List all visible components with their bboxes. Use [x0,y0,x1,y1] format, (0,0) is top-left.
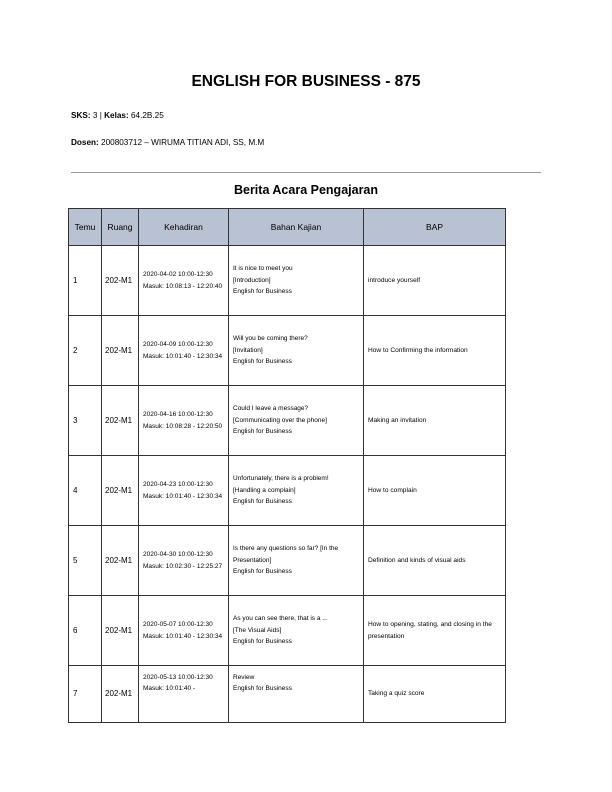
cell-bap: How to Confirming the information [364,316,506,386]
cell-ruang: 202-M1 [102,526,139,596]
topic-title: Could I leave a message? [233,405,309,413]
schedule-time: 2020-04-16 10:00-12:30 [143,411,213,419]
lecturer-line [71,138,264,147]
cell-ruang: 202-M1 [102,596,139,666]
kelas-value: 64.2B.25 [130,111,164,120]
cell-bahan-kajian [229,666,364,723]
cell-bahan-kajian [229,386,364,456]
kelas-label: Kelas: [104,111,129,120]
topic-title: As you can see there, that is a ... [233,615,328,623]
topic-course: English for Business [233,685,292,693]
cell-kehadiran [139,596,229,666]
cell-kehadiran [139,386,229,456]
cell-bap: Making an invitation [364,386,506,456]
topic-subtitle: [Communicating over the phone] [233,416,327,424]
cell-temu: 4 [69,456,102,526]
attendance-time: Masuk: 10:01:40 - [143,685,196,693]
cell-ruang: 202-M1 [102,386,139,456]
cell-kehadiran [139,526,229,596]
topic-course: English for Business [233,428,292,436]
topic-title: It is nice to meet you [233,265,293,273]
schedule-time: 2020-04-30 10:00-12:30 [143,551,213,559]
header-ruang: Ruang [102,209,139,246]
table-header-row [69,209,506,246]
topic-subtitle: [The Visual Aids] [233,626,282,634]
dosen-value: 200803712 – WIRUMA TITIAN ADI, SS, M.M [101,138,265,147]
schedule-time: 2020-05-13 10:00-12:30 [143,674,213,681]
table-row [69,386,506,456]
header-temu: Temu [69,209,102,246]
attendance-time: Masuk: 10:08:13 - 12:20:40 [143,282,223,290]
cell-temu: 2 [69,316,102,386]
schedule-time: 2020-05-07 10:00-12:30 [143,621,213,629]
schedule-time: 2020-04-09 10:00-12:30 [143,341,213,349]
attendance-time: Masuk: 10:08:28 - 12:20:50 [143,422,223,430]
course-title: ENGLISH FOR BUSINESS - 875 [191,73,421,90]
meta-separator: | [99,111,102,120]
table-row [69,316,506,386]
topic-course: English for Business [233,288,292,296]
cell-kehadiran [139,246,229,316]
cell-bahan-kajian [229,456,364,526]
cell-ruang: 202-M1 [102,666,139,723]
cell-bahan-kajian [229,316,364,386]
topic-course: English for Business [233,638,292,646]
sks-label: SKS: [71,111,91,120]
attendance-time: Masuk: 10:01:40 - 12:30:34 [143,492,223,500]
teaching-record-table [68,208,506,723]
cell-bap: Taking a quiz score [364,666,506,723]
cell-temu: 5 [69,526,102,596]
topic-subtitle: [Invitation] [233,346,263,354]
topic-course: English for Business [233,568,292,576]
cell-ruang: 202-M1 [102,456,139,526]
topic-subtitle: [Handling a complain] [233,486,296,494]
topic-course: English for Business [233,358,292,366]
course-meta-line [71,111,164,120]
cell-ruang: 202-M1 [102,246,139,316]
sks-value: 3 [92,111,98,120]
topic-title: Is there any questions so far? [In the Presentation] [233,545,339,564]
attendance-time: Masuk: 10:01:40 - 12:30:34 [143,632,223,640]
cell-bap: How to complain [364,456,506,526]
attendance-time: Masuk: 10:02:30 - 12:25:27 [143,562,223,570]
topic-subtitle: [Introduction] [233,276,271,284]
table-row [69,596,506,666]
table-row [69,456,506,526]
dosen-label: Dosen: [71,138,99,147]
cell-bahan-kajian [229,246,364,316]
header-kehadiran: Kehadiran [139,209,229,246]
header-bahan-kajian: Bahan Kajian [229,209,364,246]
header-bap: BAP [364,209,506,246]
table-row [69,246,506,316]
cell-bap: introduce yourself [364,246,506,316]
table-row [69,526,506,596]
topic-title: Will you be coming there? [233,335,308,343]
cell-bahan-kajian [229,526,364,596]
schedule-time: 2020-04-23 10:00-12:30 [143,481,213,489]
section-title: Berita Acara Pengajaran [233,183,379,197]
topic-course: English for Business [233,498,292,506]
schedule-time: 2020-04-02 10:00-12:30 [143,271,213,279]
cell-bap: Definition and kinds of visual aids [364,526,506,596]
cell-kehadiran [139,456,229,526]
topic-title: Unfortunately, there is a problem! [233,475,329,483]
table-row [69,666,506,723]
divider [71,172,541,173]
cell-temu: 6 [69,596,102,666]
cell-bap: How to opening, stating, and closing in the presentation [364,596,506,666]
topic-title: Review [233,674,255,681]
cell-kehadiran [139,316,229,386]
attendance-time: Masuk: 10:01:40 - 12:30:34 [143,352,223,360]
cell-bahan-kajian [229,596,364,666]
cell-temu: 1 [69,246,102,316]
cell-temu: 3 [69,386,102,456]
cell-ruang: 202-M1 [102,316,139,386]
cell-kehadiran [139,666,229,723]
cell-temu: 7 [69,666,102,723]
